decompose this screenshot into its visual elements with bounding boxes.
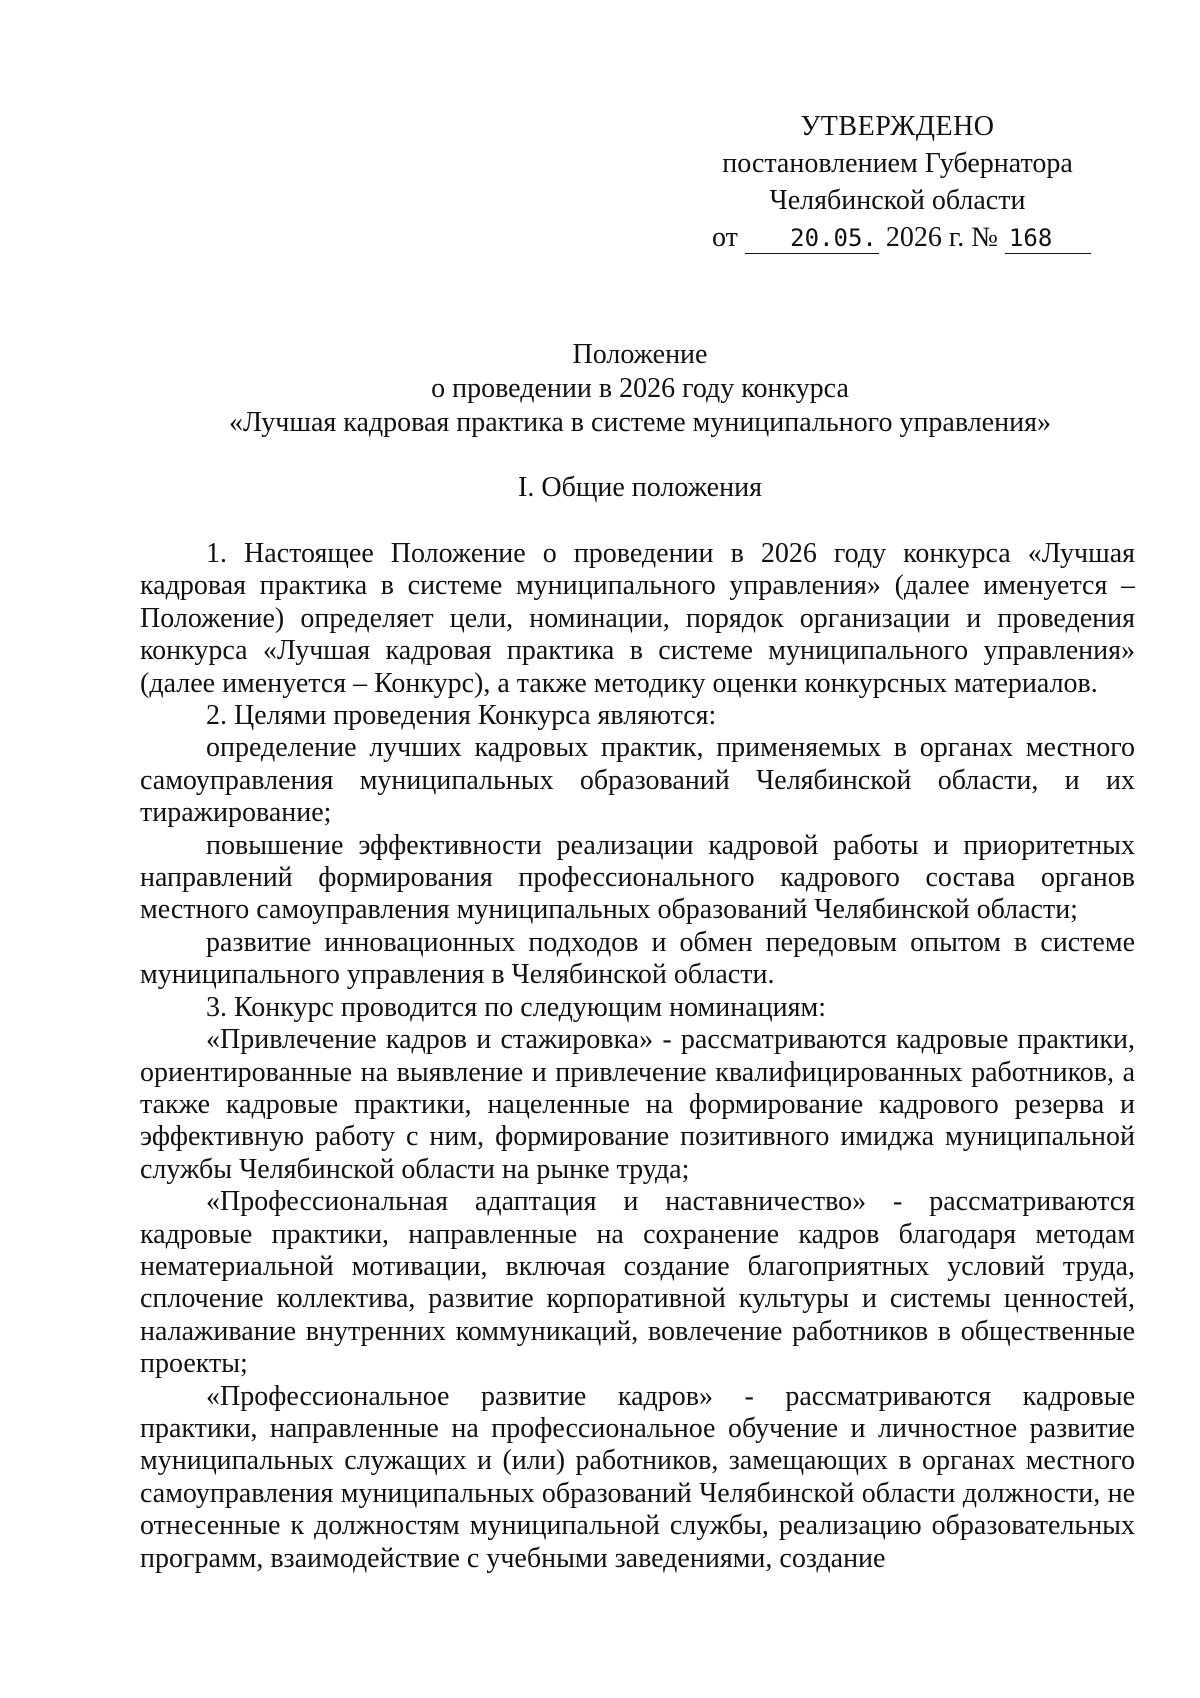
paragraph: определение лучших кадровых практик, применяемых в органах местного самоуправления муниципальных образований Челябинской области, и их тиражирование;: [140, 732, 1135, 829]
paragraph: «Профессиональное развитие кадров» - рассматриваются кадровые практики, направленные на профессиональное обучение и личностное развитие муниципальных служащих и (или) работников, замещающих в органах местного самоуправления муниципальных образований Челябинской области должности, не отнесенные к должностям муниципальной службы, реализацию образовательных программ, взаимодействие с учебными заведениями, создание: [140, 1380, 1135, 1574]
approval-line-1: постановлением Губернатора: [722, 148, 1073, 179]
paragraph: развитие инновационных подходов и обмен передовым опытом в системе муниципального управления в Челябинской области.: [140, 926, 1135, 991]
from-label: от: [712, 222, 738, 253]
approval-block: [700, 108, 1095, 256]
approval-heading: УТВЕРЖДЕНО: [800, 111, 995, 142]
document-title-line-2: о проведении в 2026 году конкурса: [431, 373, 849, 404]
approval-number-field: [1005, 223, 1091, 254]
document-body: [140, 538, 1135, 1575]
approval-date-line: [700, 219, 1095, 256]
paragraph: «Профессиональная адаптация и наставничество» - рассматриваются кадровые практики, направленные на сохранение кадров благодаря методам нематериальной мотивации, включая создание благоприятных условий труда, сплочение коллектива, развитие корпоративной культуры и системы ценностей, налаживание внутренних коммуникаций, вовлечение работников в общественные проекты;: [140, 1186, 1135, 1380]
paragraph: 2. Целями проведения Конкурса являются:: [206, 700, 717, 732]
paragraph: повышение эффективности реализации кадровой работы и приоритетных направлений формирования профессионального кадрового состава органов местного самоуправления муниципальных образований Челябинской области;: [140, 829, 1135, 926]
document-title-line-3: «Лучшая кадровая практика в системе муниципального управления»: [229, 407, 1051, 438]
document-title: [140, 338, 1140, 440]
approval-date: 20.05.: [790, 224, 877, 252]
paragraph: 1. Настоящее Положение о проведении в 2026 году конкурса «Лучшая кадровая практика в системе муниципального управления» (далее именуется – Положение) определяет цели, номинации, порядок организации и проведения конкурса «Лучшая кадровая практика в системе муниципального управления» (далее именуется – Конкурс), а также методику оценки конкурсных материалов.: [140, 538, 1135, 699]
approval-number: 168: [1008, 224, 1053, 252]
approval-year: 2026 г. №: [885, 222, 998, 253]
approval-date-field: [745, 223, 879, 254]
document-title-line-1: Положение: [572, 339, 708, 370]
paragraph: 3. Конкурс проводится по следующим номинациям:: [206, 991, 827, 1023]
approval-line-2: Челябинской области: [769, 185, 1026, 216]
section-title: I. Общие положения: [518, 472, 762, 503]
paragraph: «Привлечение кадров и стажировка» - рассматриваются кадровые практики, ориентированные на выявление и привлечение квалифицированных работников, а также кадровые практики, нацеленные на формирование кадрового резерва и эффективную работу с ним, формирование позитивного имиджа муниципальной службы Челябинской области на рынке труда;: [140, 1024, 1135, 1185]
